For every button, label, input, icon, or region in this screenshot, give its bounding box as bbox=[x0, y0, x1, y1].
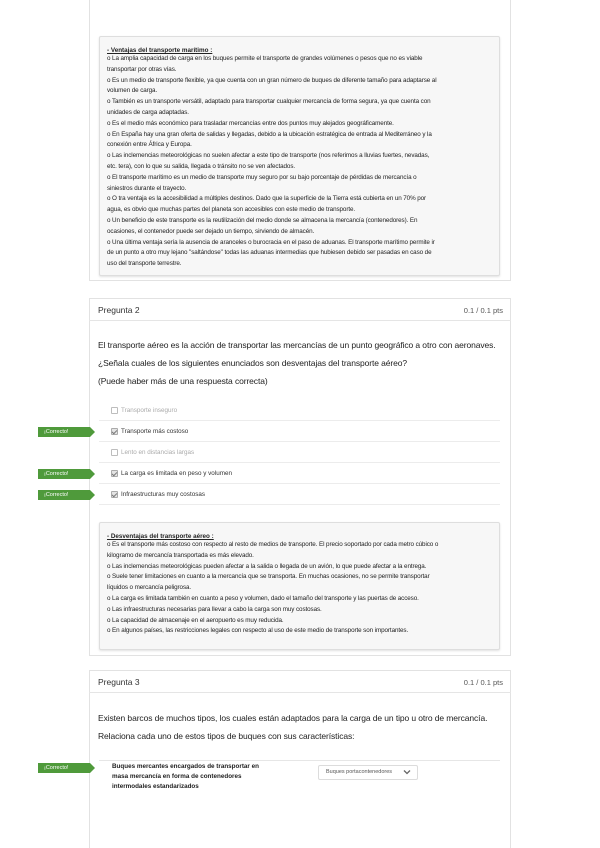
question-3-score: 0.1 / 0.1 pts bbox=[463, 678, 503, 687]
feedback-line: o En algunos países, las restricciones legales con respecto al uso de este medio de transporte son importantes. bbox=[107, 627, 409, 635]
question-2-score: 0.1 / 0.1 pts bbox=[463, 306, 503, 315]
answer-option[interactable] bbox=[99, 401, 500, 421]
checkbox-checked-icon[interactable] bbox=[111, 428, 118, 435]
feedback-line: o Es un medio de transporte flexible, ya que cuenta con un gran número de buques de diferente tamaño para adaptarse al bbox=[107, 76, 437, 84]
match-select-value: Buques portacontenedores bbox=[326, 769, 393, 775]
answer-option[interactable] bbox=[99, 443, 500, 463]
correct-badge: ¡Correcto! bbox=[38, 469, 90, 479]
feedback-line: o En España hay una gran oferta de salidas y llegadas, debido a la ubicación estratégica de entrada al Mediterráneo y la bbox=[107, 130, 432, 138]
feedback-line: o Las inclemencias meteorológicas no suelen afectar a este tipo de transporte (nos referimos a lluvias fuertes, nevadas, bbox=[107, 152, 430, 160]
question-3-prompt: Relaciona cada uno de estos tipos de buques con sus características: bbox=[98, 731, 355, 741]
feedback-line: etc. tera), con lo que su salida, llegada o tránsito no se ven afectados. bbox=[107, 163, 296, 170]
checkbox-checked-icon[interactable] bbox=[111, 470, 118, 477]
feedback-line: siniestros durante el trayecto. bbox=[107, 184, 187, 192]
question-2-prompt: ¿Señala cuales de los siguientes enunciados son desventajas del transporte aéreo? bbox=[98, 358, 407, 368]
feedback-title: - Desventajas del transporte aéreo : bbox=[107, 533, 214, 540]
divider bbox=[99, 760, 500, 761]
question-2-title: Pregunta 2 bbox=[98, 305, 140, 315]
feedback-line: o Es el transporte más costoso con respecto al resto de medios de transporte. El precio soportado por cada metro cúbico o bbox=[107, 541, 439, 548]
answer-option-label: Transporte más costoso bbox=[121, 428, 189, 435]
question-3-title: Pregunta 3 bbox=[98, 677, 140, 687]
correct-badge: ¡Correcto! bbox=[38, 427, 90, 437]
feedback-line: líquidos o mercancía peligrosa. bbox=[107, 584, 192, 592]
feedback-line: o El transporte marítimo es un medio de transporte muy seguro por su bajo porcentaje de pérdidas de mercancía o bbox=[107, 173, 417, 181]
feedback-line: transportar por otras vías. bbox=[107, 65, 177, 73]
question-2-text: El transporte aéreo es la acción de transportar las mercancías de un punto geográfico a otro con aeronaves. bbox=[98, 340, 496, 350]
answer-option[interactable] bbox=[99, 485, 500, 505]
question-2-header bbox=[89, 298, 511, 321]
feedback-line: unidades de carga adaptadas. bbox=[107, 109, 189, 116]
feedback-line: o La amplia capacidad de carga en los buques permite el transporte de grandes volúmenes o pesos que no es viable bbox=[107, 55, 423, 62]
feedback-line: o Una última ventaja sería la ausencia de aranceles o burocracia en el paso de aduanas. El transporte marítimo permite ir bbox=[107, 238, 435, 246]
match-prompt: masa mercancía en forma de contenedores bbox=[112, 773, 242, 780]
feedback-line: o Es el medio más económico para trasladar mercancías entre dos puntos muy alejados geográficamente. bbox=[107, 119, 394, 127]
match-select[interactable] bbox=[318, 765, 418, 780]
feedback-line: agua, es obvio que muchas partes del planeta son accesibles con este medio de transporte. bbox=[107, 206, 356, 214]
checkbox-checked-icon[interactable] bbox=[111, 491, 118, 498]
chevron-down-icon bbox=[403, 768, 411, 776]
feedback-line: o Las infraestructuras necesarias para llevar a cabo la carga son muy costosas. bbox=[107, 605, 322, 613]
feedback-line: conexión entre África y Europa. bbox=[107, 141, 192, 149]
feedback-line: volumen de carga. bbox=[107, 87, 158, 95]
feedback-line: ocasiones, el contenedor puede ser dejado un tiempo, sirviendo de almacén. bbox=[107, 227, 315, 235]
checkbox-icon[interactable] bbox=[111, 449, 118, 456]
question-3-card bbox=[89, 670, 511, 848]
correct-badge: ¡Correcto! bbox=[38, 490, 90, 500]
match-prompt: intermodales estandarizados bbox=[112, 783, 199, 790]
checkbox-icon[interactable] bbox=[111, 407, 118, 414]
feedback-line: o Suele tener limitaciones en cuanto a la mercancía que se transporta. En muchas ocasiones, no se permite transportar bbox=[107, 573, 430, 581]
answer-option-label: La carga es limitada en peso y volumen bbox=[121, 470, 232, 477]
feedback-line: o Las inclemencias meteorológicas pueden afectar a la salida o llegada de un avión, lo que puede afectar a la entrega. bbox=[107, 562, 427, 570]
question-3-text: Existen barcos de muchos tipos, los cuales están adaptados para la carga de un tipo u otro de mercancía. bbox=[98, 713, 488, 723]
feedback-line: o Un beneficio de este transporte es la reutilización del medio donde se almacena la mercancía (contenedores). En bbox=[107, 217, 418, 224]
correct-badge: ¡Correcto! bbox=[38, 763, 90, 773]
answer-option-label: Infraestructuras muy costosas bbox=[121, 491, 205, 498]
feedback-line: uso del transporte terrestre. bbox=[107, 260, 182, 268]
answer-option[interactable] bbox=[99, 464, 500, 484]
feedback-line: o La carga es limitada también en cuanto a peso y volumen, dado el tamaño del transporte y las puertas de acceso. bbox=[107, 595, 419, 602]
feedback-line: o También es un transporte versátil, adaptado para transportar cualquier mercancía de forma segura, ya que cuenta con bbox=[107, 98, 431, 106]
feedback-line: kilogramo de mercancía transportada es más elevado. bbox=[107, 551, 254, 559]
feedback-line: de un punto a otro muy lejano "saltándose" todas las aduanas intermedias que hubiesen debido ser pasadas en caso de bbox=[107, 249, 432, 257]
answer-option-label: Lento en distancias largas bbox=[121, 449, 195, 456]
feedback-title: - Ventajas del transporte marítimo : bbox=[107, 47, 213, 54]
answer-option-label: Transporte inseguro bbox=[121, 407, 178, 414]
match-prompt: Buques mercantes encargados de transportar en bbox=[112, 763, 259, 770]
question-3-header bbox=[89, 670, 511, 693]
feedback-line: o O tra ventaja es la accesibilidad a múltiples destinos. Dado que la superficie de la Tierra está cubierta en un 70% por bbox=[107, 195, 427, 203]
question-2-hint: (Puede haber más de una respuesta correcta) bbox=[98, 376, 268, 386]
answer-option[interactable] bbox=[99, 422, 500, 442]
feedback-line: o La capacidad de almacenaje en el aeropuerto es muy reducida. bbox=[107, 616, 284, 624]
